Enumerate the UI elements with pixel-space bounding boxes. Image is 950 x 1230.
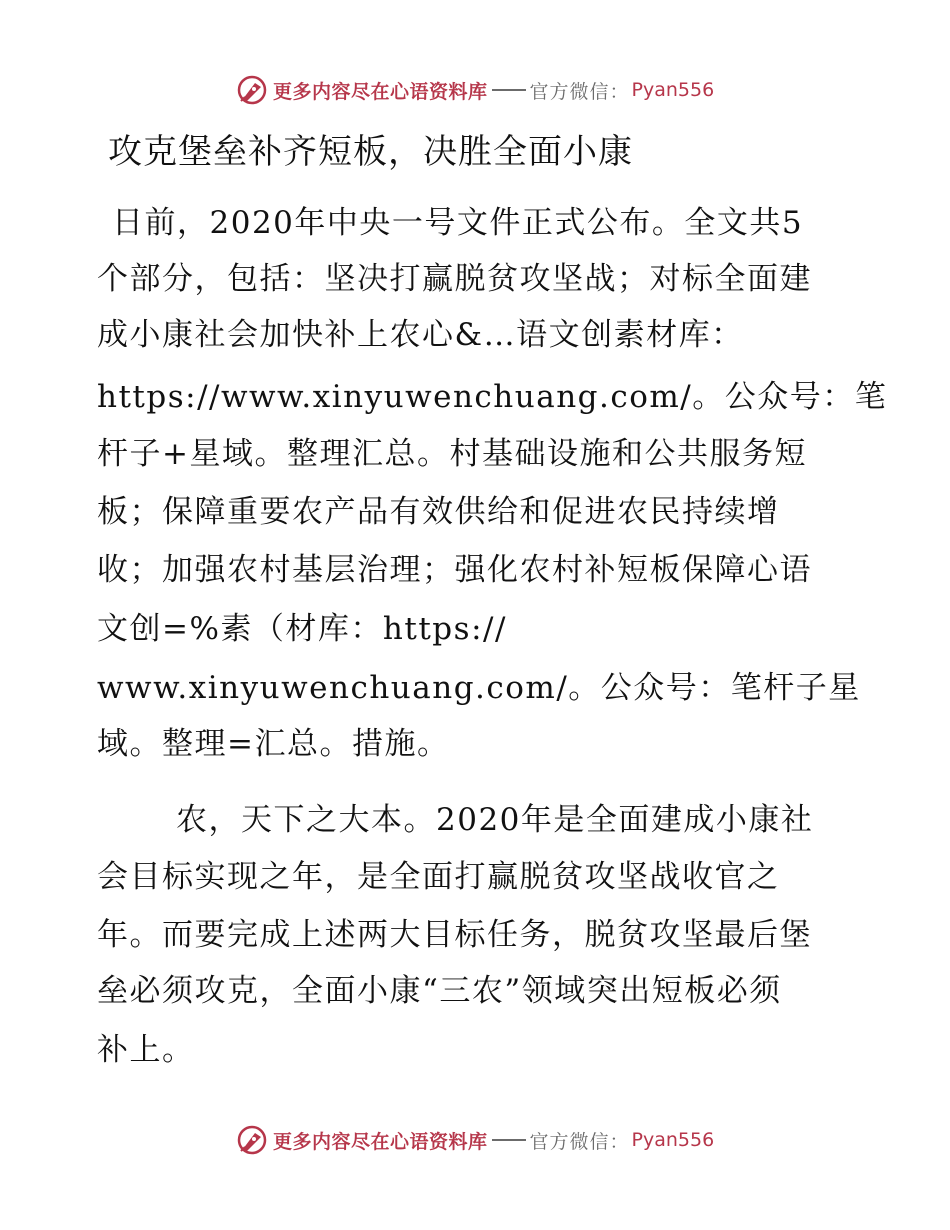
paragraph-1-line: 板；保障重要农产品有效供给和促进农民持续增 — [97, 494, 780, 530]
paragraph-1-line: www.xinyuwenchuang.com/。公众号：笔杆子星 — [97, 670, 861, 706]
paragraph-1-line: 文创=%素（材库：https:// — [97, 611, 507, 647]
paragraph-2-line: 补上。 — [97, 1032, 195, 1068]
banner-wechat-id: Pyan556 — [631, 79, 715, 101]
banner-dash-divider — [492, 1139, 526, 1141]
paragraph-2-line: 年。而要完成上述两大目标任务，脱贫攻坚最后堡 — [97, 917, 812, 953]
paragraph-2-line: 垒必须攻克，全面小康“三农”领域突出短板必须 — [97, 973, 782, 1009]
paragraph-1-line: 域。整理=汇总。措施。 — [97, 726, 450, 762]
paragraph-2-line: 农，天下之大本。2020年是全面建成小康社 — [176, 802, 814, 838]
page-title: 攻克堡垒补齐短板，决胜全面小康 — [108, 132, 633, 172]
paragraph-1-line: 成小康社会加快补上农心&…语文创素材库： — [97, 317, 744, 353]
paragraph-1-line: 日前，2020年中央一号文件正式公布。全文共5 — [112, 205, 804, 241]
banner-dash-divider — [492, 89, 526, 91]
paragraph-1-line: 收；加强农村基层治理；强化农村补短板保障心语 — [97, 552, 812, 588]
banner-brand-text: 更多内容尽在心语资料库 — [273, 80, 488, 103]
banner-official-label: 官方微信： — [529, 1130, 630, 1153]
paragraph-1-line: 杆子+星域。整理汇总。村基础设施和公共服务短 — [97, 436, 807, 472]
paragraph-1-line: 个部分，包括：坚决打赢脱贫攻坚战；对标全面建 — [97, 261, 812, 297]
footer-banner — [235, 1123, 714, 1157]
paragraph-2-line: 会目标实现之年，是全面打赢脱贫攻坚战收官之 — [97, 859, 780, 895]
pen-nib-logo-icon — [235, 73, 269, 107]
banner-wechat-id: Pyan556 — [631, 1129, 715, 1151]
paragraph-1-line: https://www.xinyuwenchuang.com/。公众号：笔 — [97, 379, 888, 415]
banner-brand-text: 更多内容尽在心语资料库 — [273, 1130, 488, 1153]
pen-nib-logo-icon — [235, 1123, 269, 1157]
header-banner — [235, 73, 714, 107]
banner-official-label: 官方微信： — [529, 80, 630, 103]
